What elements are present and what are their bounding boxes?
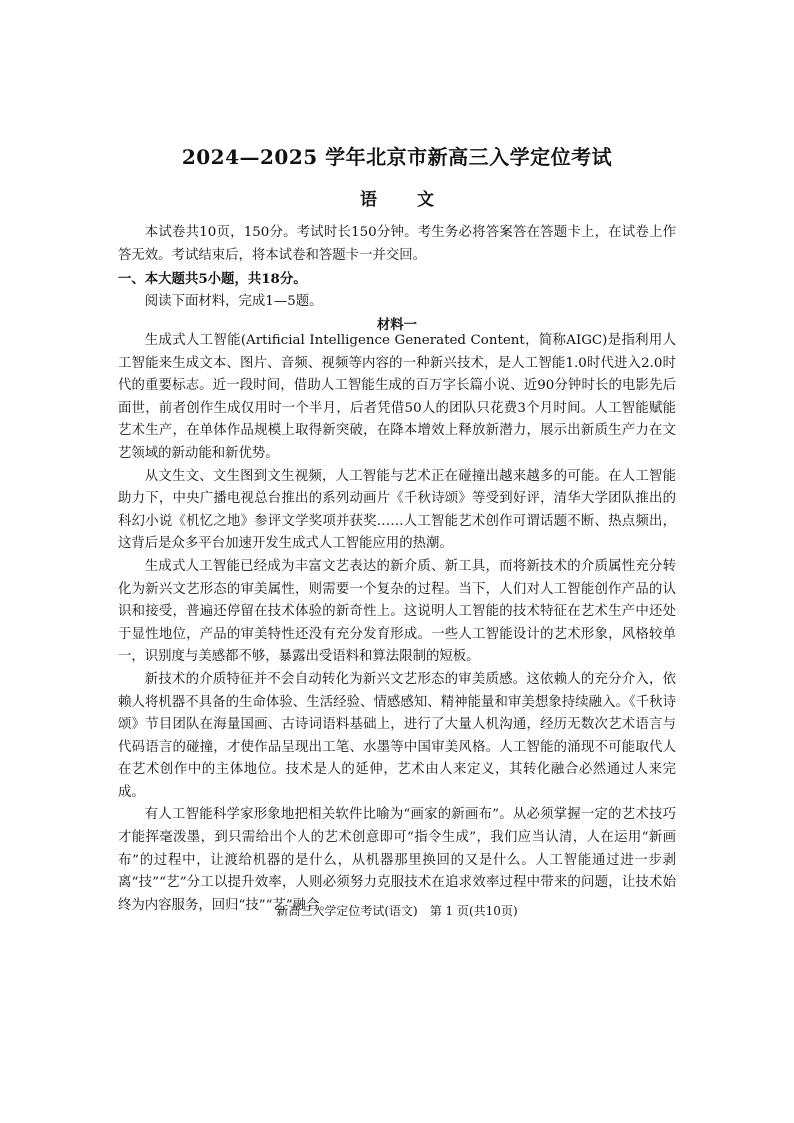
subject-char-2: 文 [417,190,434,210]
paragraph: 有人工智能科学家形象地把相关软件比喻为“画家的新画布”。从必须掌握一定的艺术技巧才能挥毫泼墨，到只需给出个人的艺术创意即可“指令生成”，我们应当认清，人在运用“新画布”的过程中，让渡给机器的是什么，从机器那里换回的又是什么。人工智能通过进一步剥离“技”“艺”分工以提升效率，人则必须努力克服技术在追求效率过程中带来的问题，让技术始终为内容服务，回归“技”“艺”融合。 [118,807,676,913]
subject-char-1: 语 [360,190,377,210]
paragraph: 从文生文、文生图到文生视频，人工智能与艺术正在碰撞出越来越多的可能。在人工智能助力下，中央广播电视总台推出的系列动画片《千秋诗颂》等受到好评，清华大学团队推出的科幻小说《机忆之地》参评文学奖项并获奖……人工智能艺术创作可谓话题不断、热点频出，这背后是众多平台加速开发生成式人工智能应用的热潮。 [118,468,676,552]
subject-heading [0,188,794,212]
section-heading: 一、本大题共5小题，共18分。 [118,271,307,287]
paragraph: 新技术的介质特征并不会自动转化为新兴文艺形态的审美质感。这依赖人的充分介入，依赖人将机器不具备的生命体验、生活经验、情感感知、精神能量和审美想象持续融入。《千秋诗颂》节目团队在海量国画、古诗词语料基础上，进行了大量人机沟通，经历无数次艺术语言与代码语言的碰撞，才使作品呈现出工笔、水墨等中国审美风格。人工智能的涌现不可能取代人在艺术创作中的主体地位。技术是人的延伸，艺术由人来定义，其转化融合必然通过人来完成。 [118,671,676,800]
page-footer: 新高三入学定位考试(语文) 第 1 页(共10页) [276,904,518,918]
paragraph: 生成式人工智能(Artificial Intelligence Generated Content，简称AIGC)是指利用人工智能来生成文本、图片、音频、视频等内容的一种新兴技术，是人工智能1.0时代进入2.0时代的重要标志。近一段时间，借助人工智能生成的百万字长篇小说、近90分钟时长的电影先后面世，前者创作生成仅用时一个半月，后者凭借50人的团队只花费3个月时间。人工智能赋能艺术生产，在单体作品规模上取得新突破，在降本增效上释放新潜力，展示出新质生产力在文艺领域的新动能和新优势。 [118,333,676,461]
material-body [118,330,676,917]
exam-instructions: 本试卷共10页，150分。考试时长150分钟。考生务必将答案答在答题卡上，在试卷上作答无效。考试结束后，将本试卷和答题卡一并交回。 [118,225,676,263]
exam-title: 2024—2025 学年北京市新高三入学定位考试 [181,145,613,169]
material-heading: 材料一 [376,317,418,333]
paragraph: 生成式人工智能已经成为丰富文艺表达的新介质、新工具，而将新技术的介质属性充分转化为新兴文艺形态的审美属性，则需要一个复杂的过程。当下，人们对人工智能创作产品的认识和接受，普遍还停留在技术体验的新奇性上。这说明人工智能的技术特征在艺术生产中还处于显性地位，产品的审美特性还没有充分发育形成。一些人工智能设计的艺术形象，风格较单一，识别度与美感都不够，暴露出受语料和算法限制的短板。 [118,558,676,665]
reading-instruction: 阅读下面材料，完成1—5题。 [144,294,323,309]
